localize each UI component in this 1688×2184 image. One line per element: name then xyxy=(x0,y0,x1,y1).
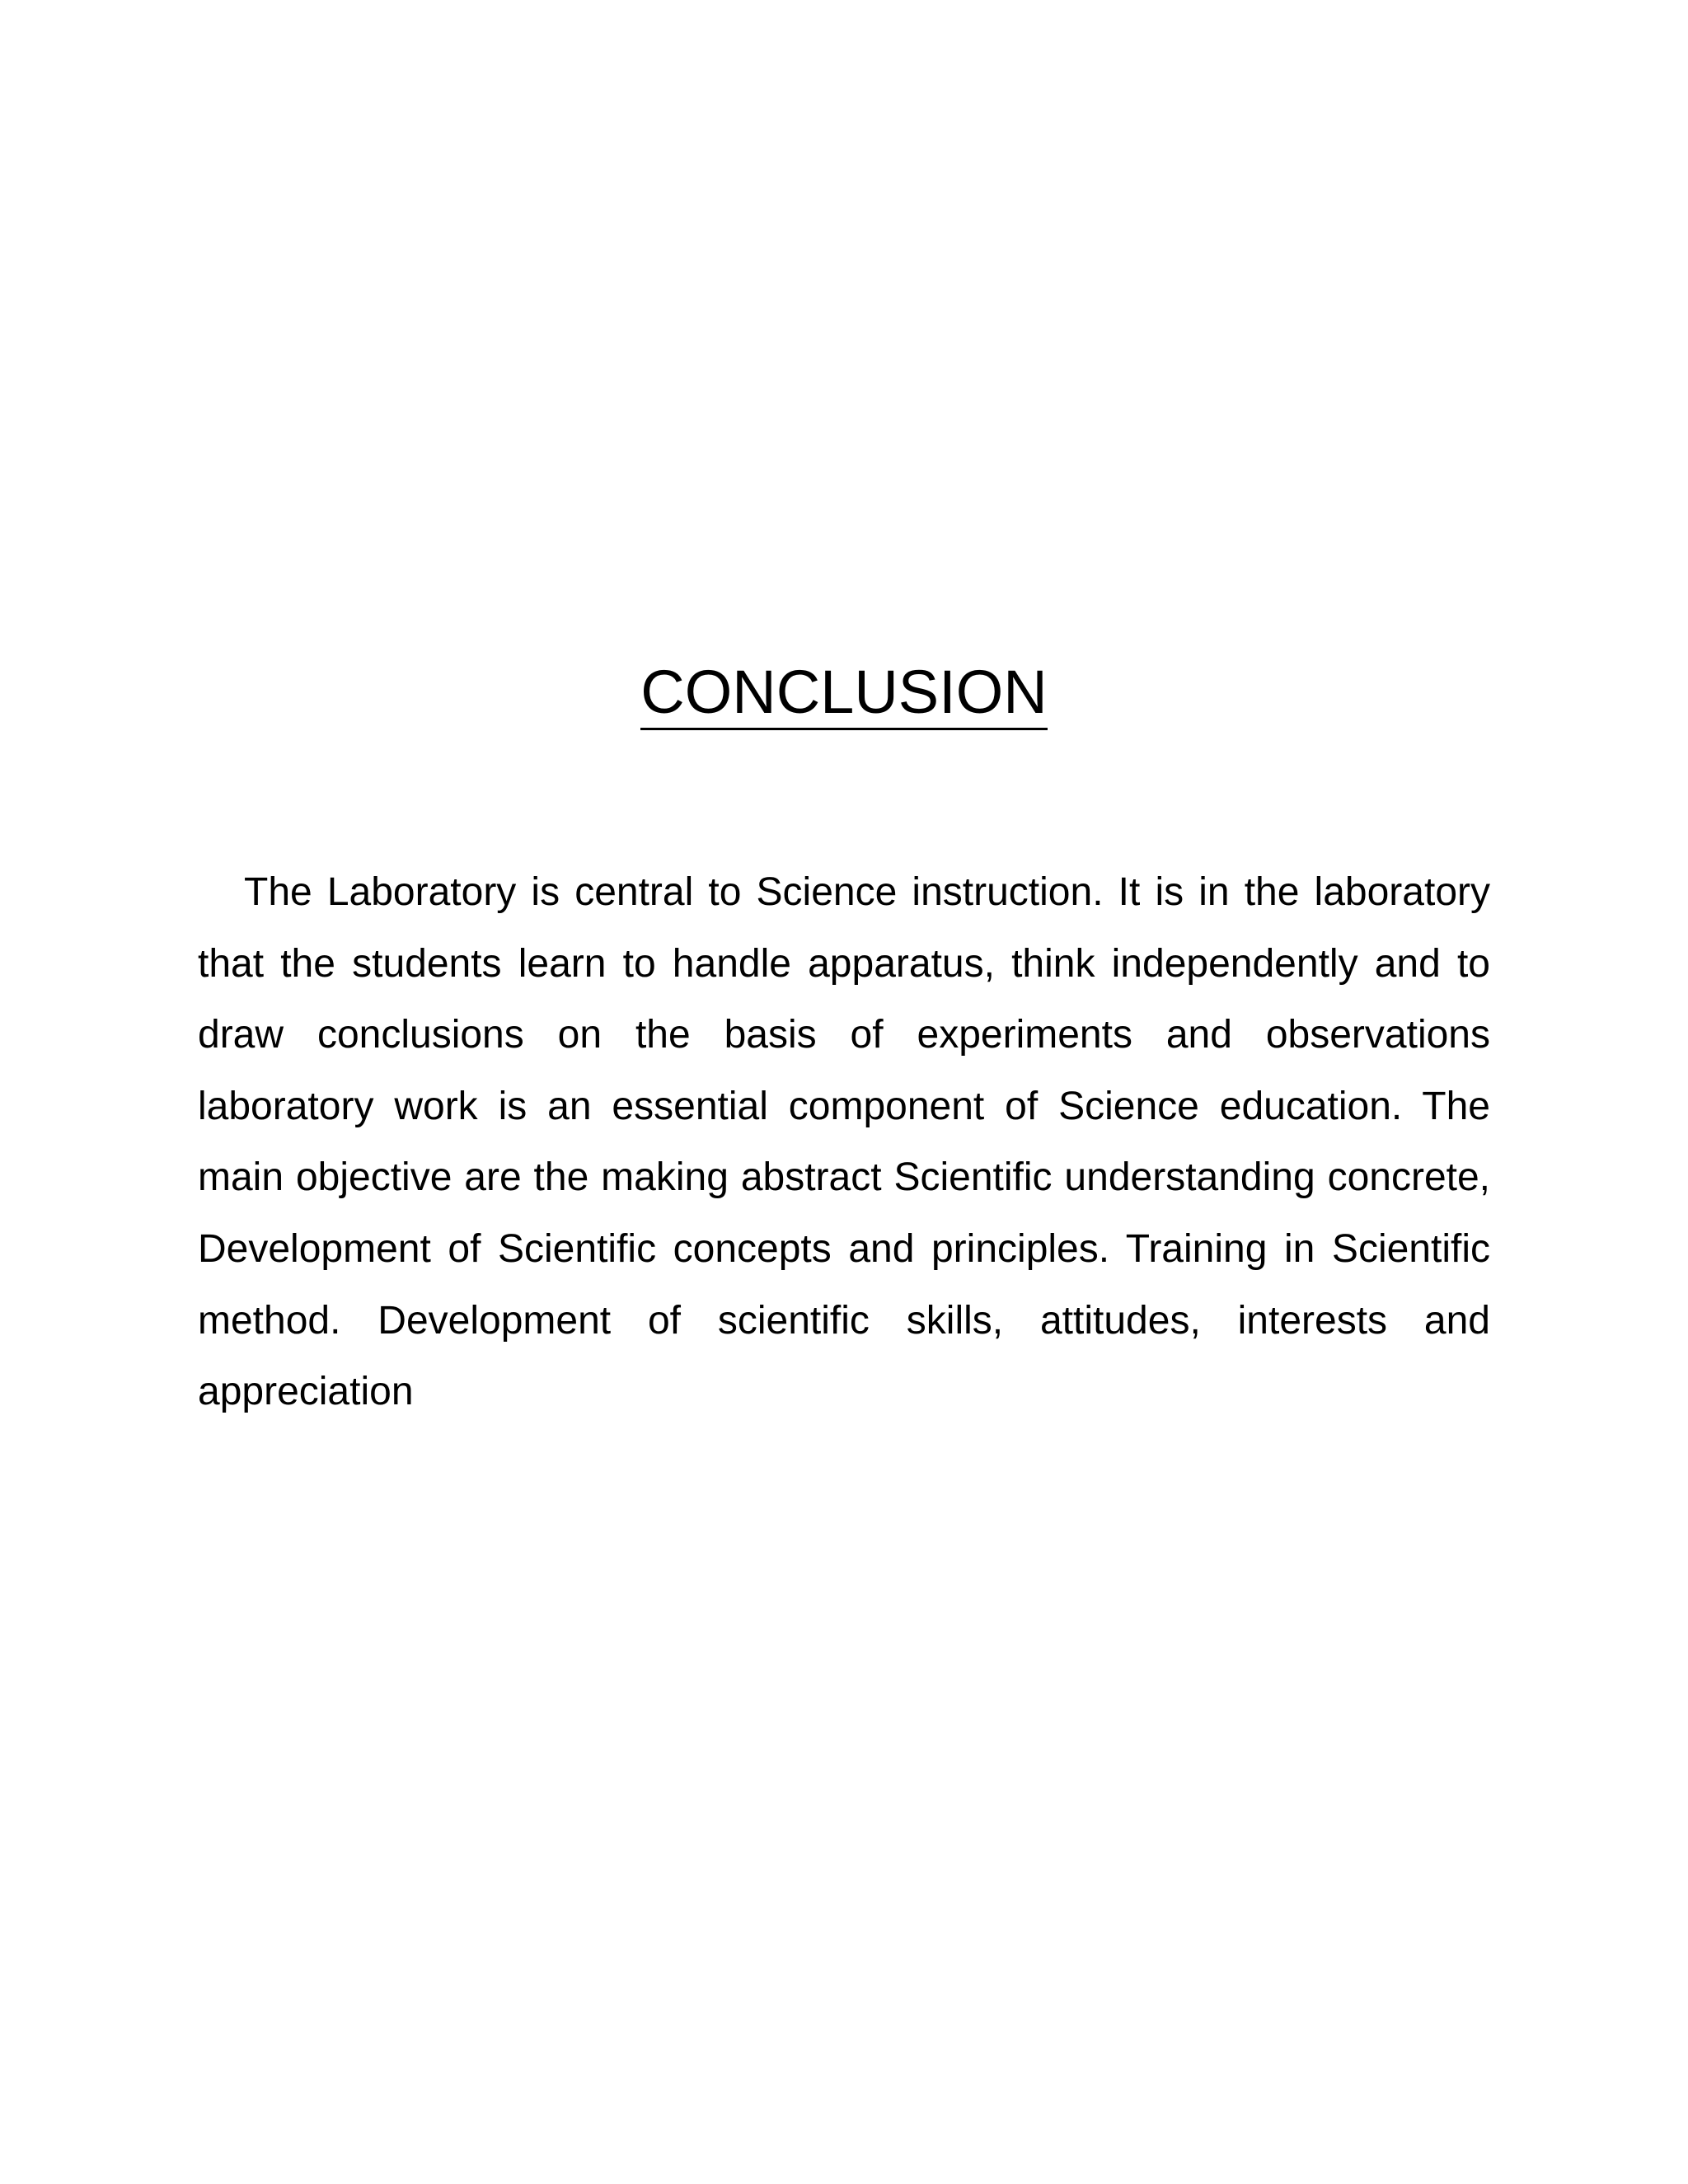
page-title xyxy=(0,655,1688,730)
conclusion-paragraph: The Laboratory is central to Science instruction. It is in the laboratory that the students learn to handle apparatus, think independently and to draw conclusions on the basis of experiments and observations laboratory work is an essential component of Science education. The main objective are the making abstract Scientific understanding concrete, Development of Scientific concepts and principles. Training in Scientific method. Development of scientific skills, attitudes, interests and appreciation xyxy=(198,870,1490,1414)
page-title-text: CONCLUSION xyxy=(640,658,1047,730)
